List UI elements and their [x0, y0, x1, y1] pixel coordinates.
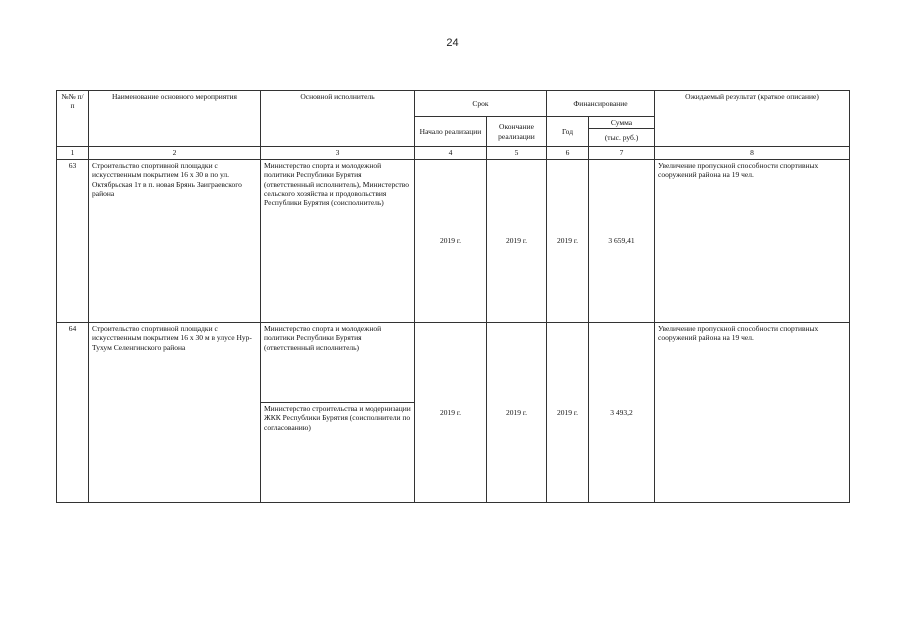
header-year: Год	[547, 117, 589, 147]
row-executor: Министерство спорта и молодежной политики Республики Бурятия (ответственный исполнитель), Министерство сельского хозяйства и продовольствия Республики Бурятия (соисполнитель)	[261, 159, 415, 322]
table-row	[57, 322, 850, 402]
row-result: Увеличение пропускной способности спортивных сооружений района на 19 чел.	[655, 322, 850, 502]
row-year: 2019 г.	[547, 159, 589, 322]
column-number: 8	[655, 147, 850, 159]
header-name: Наименование основного мероприятия	[89, 91, 261, 147]
header-executor: Основной исполнитель	[261, 91, 415, 147]
column-numbers-row	[57, 147, 850, 159]
row-num: 63	[57, 159, 89, 322]
header-result: Ожидаемый результат (краткое описание)	[655, 91, 850, 147]
row-executor-secondary: Министерство строительства и модернизации ЖКК Республики Бурятия (соисполнители по согласованию)	[261, 402, 415, 502]
header-start: Начало реализации	[415, 117, 487, 147]
column-number: 4	[415, 147, 487, 159]
header-end: Окончание реализации	[487, 117, 547, 147]
header-sum-label: Сумма	[589, 117, 655, 129]
header-num: №№ п/п	[57, 91, 89, 147]
row-year: 2019 г.	[547, 322, 589, 502]
column-number: 3	[261, 147, 415, 159]
row-start: 2019 г.	[415, 322, 487, 502]
page-number: 24	[446, 37, 459, 49]
column-number: 2	[89, 147, 261, 159]
column-number: 6	[547, 147, 589, 159]
column-number: 1	[57, 147, 89, 159]
row-executor: Министерство спорта и молодежной политики Республики Бурятия (ответственный исполнитель)	[261, 322, 415, 402]
row-end: 2019 г.	[487, 322, 547, 502]
row-sum: 3 493,2	[589, 322, 655, 502]
activities-table	[56, 90, 850, 503]
row-name: Строительство спортивной площадки с искусственным покрытием 16 х 30 м в улусе Нур-Тухум Селенгинского района	[89, 322, 261, 502]
row-start: 2019 г.	[415, 159, 487, 322]
table-row	[57, 159, 850, 322]
row-name: Строительство спортивной площадки с искусственным покрытием 16 х 30 в по ул. Октябрьская 1т в п. новая Брянь Заиграевского района	[89, 159, 261, 322]
row-sum: 3 659,41	[589, 159, 655, 322]
header-term: Срок	[415, 91, 547, 117]
row-num: 64	[57, 322, 89, 502]
row-end: 2019 г.	[487, 159, 547, 322]
column-number: 5	[487, 147, 547, 159]
column-number: 7	[589, 147, 655, 159]
row-result: Увеличение пропускной способности спортивных сооружений района на 19 чел.	[655, 159, 850, 322]
header-sum-unit: (тыс. руб.)	[589, 129, 655, 147]
header-financing: Финансирование	[547, 91, 655, 117]
